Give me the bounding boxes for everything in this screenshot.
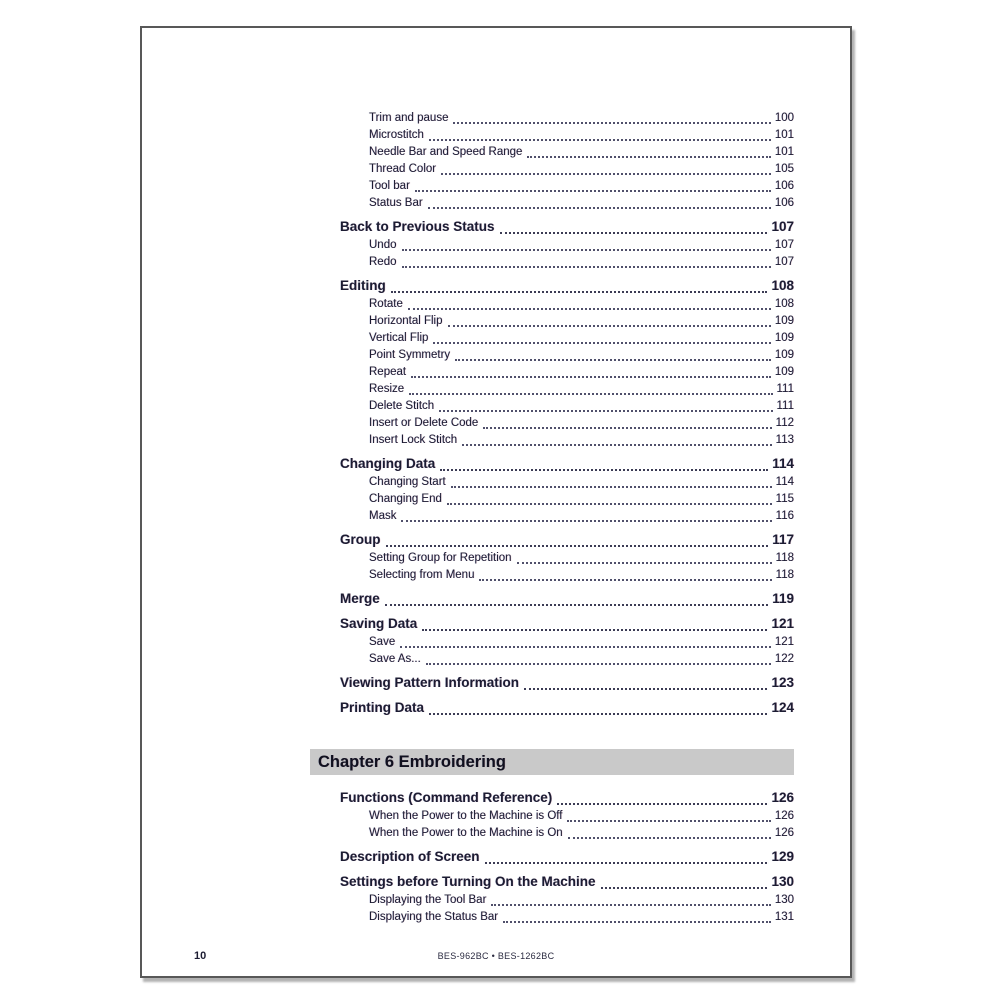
dot-leader: [568, 837, 771, 839]
toc-entry-label: Settings before Turning On the Machine: [340, 874, 596, 889]
toc-entry-page-number: 123: [771, 675, 794, 690]
dot-leader: [453, 122, 770, 124]
dot-leader: [567, 820, 770, 822]
toc-entry-page-number: 101: [774, 146, 794, 158]
toc-entry: [310, 398, 794, 415]
footer-page-number: 10: [194, 950, 207, 962]
toc-entry-label: Point Symmetry: [369, 349, 451, 361]
toc-entry-page-number: 113: [775, 434, 794, 446]
toc-entry-page-number: 122: [774, 653, 794, 665]
toc-entry: [310, 589, 794, 609]
dot-leader: [408, 308, 771, 310]
toc-entry-label: Insert Lock Stitch: [369, 434, 458, 446]
manual-page: [140, 26, 852, 978]
dot-leader: [386, 545, 769, 547]
toc-entry-page-number: 119: [772, 591, 794, 606]
toc-entry: [310, 313, 794, 330]
toc-entry: [310, 276, 794, 296]
toc-entry-page-number: 111: [776, 383, 794, 395]
toc-entry-page-number: 121: [771, 616, 794, 631]
toc-entry: [310, 127, 794, 144]
toc-entry-label: Redo: [369, 256, 397, 268]
toc-entry-label: Displaying the Tool Bar: [369, 894, 487, 906]
toc-entry-page-number: 121: [774, 636, 794, 648]
toc-entry: [310, 415, 794, 432]
toc-entry-page-number: 118: [775, 552, 794, 564]
dot-leader: [428, 207, 771, 209]
toc-entry-label: Save As...: [369, 653, 421, 665]
toc-entry: [310, 550, 794, 567]
toc-entry-label: Group: [340, 532, 381, 547]
dot-leader: [503, 921, 771, 923]
toc-entry: [310, 909, 794, 926]
toc-entry-label: Selecting from Menu: [369, 569, 475, 581]
toc-entry-label: Merge: [340, 591, 380, 606]
toc-entry-page-number: 126: [774, 810, 794, 822]
toc-entry-page-number: 130: [774, 894, 794, 906]
dot-leader: [415, 190, 771, 192]
toc-entry: [310, 432, 794, 449]
dot-leader: [402, 266, 771, 268]
toc-entry-label: Microstitch: [369, 129, 424, 141]
toc-entry-label: Saving Data: [340, 616, 418, 631]
toc-entry-label: Changing End: [369, 493, 442, 505]
toc-entry: [310, 195, 794, 212]
toc-entry-page-number: 101: [774, 129, 794, 141]
toc-entry-label: Horizontal Flip: [369, 315, 443, 327]
toc-entry-label: When the Power to the Machine is On: [369, 827, 563, 839]
dot-leader: [517, 562, 772, 564]
dot-leader: [601, 887, 768, 889]
dot-leader: [485, 862, 768, 864]
toc-entry-label: Save: [369, 636, 396, 648]
toc-entry-page-number: 106: [774, 197, 794, 209]
toc-entry-label: Viewing Pattern Information: [340, 675, 520, 690]
toc-entry-page-number: 129: [771, 849, 794, 864]
toc-entry-label: Displaying the Status Bar: [369, 911, 499, 923]
toc-entry: [310, 254, 794, 271]
dot-leader: [500, 232, 768, 234]
dot-leader: [385, 604, 768, 606]
toc-entry-page-number: 108: [771, 278, 794, 293]
dot-leader: [401, 520, 771, 522]
toc-entry-label: Mask: [369, 510, 397, 522]
toc-entry-label: Rotate: [369, 298, 403, 310]
dot-leader: [524, 688, 767, 690]
toc-entry-label: Repeat: [369, 366, 407, 378]
dot-leader: [462, 444, 771, 446]
toc-entry-page-number: 112: [775, 417, 794, 429]
toc-entry-label: Undo: [369, 239, 397, 251]
toc-entry-label: Status Bar: [369, 197, 423, 209]
toc-entry-page-number: 108: [774, 298, 794, 310]
toc-entry-label: Back to Previous Status: [340, 219, 495, 234]
toc-list: [310, 110, 794, 926]
dot-leader: [409, 393, 772, 395]
toc-entry: [310, 178, 794, 195]
dot-leader: [557, 803, 767, 805]
toc-entry: [310, 110, 794, 127]
dot-leader: [479, 579, 771, 581]
dot-leader: [402, 249, 771, 251]
toc-entry-label: Tool bar: [369, 180, 410, 192]
toc-entry: [310, 491, 794, 508]
toc-entry-label: Description of Screen: [340, 849, 480, 864]
toc-entry-label: Thread Color: [369, 163, 437, 175]
toc-entry-label: When the Power to the Machine is Off: [369, 810, 563, 822]
dot-leader: [448, 325, 771, 327]
toc-entry: [310, 296, 794, 313]
toc-entry: [310, 892, 794, 909]
toc-entry-page-number: 109: [774, 366, 794, 378]
toc-entry: [310, 698, 794, 718]
toc-entry-label: Delete Stitch: [369, 400, 435, 412]
toc-entry: [310, 161, 794, 178]
toc-entry-page-number: 117: [772, 532, 794, 547]
toc-entry-label: Insert or Delete Code: [369, 417, 479, 429]
chapter-header: Chapter 6 Embroidering: [310, 749, 794, 775]
toc-entry-label: Functions (Command Reference): [340, 790, 553, 805]
dot-leader: [455, 359, 771, 361]
toc-entry-page-number: 109: [774, 332, 794, 344]
dot-leader: [391, 291, 768, 293]
dot-leader: [422, 629, 767, 631]
toc-entry-page-number: 130: [771, 874, 794, 889]
dot-leader: [441, 173, 771, 175]
dot-leader: [400, 646, 771, 648]
toc-entry-label: Trim and pause: [369, 112, 449, 124]
toc-entry-label: Resize: [369, 383, 405, 395]
toc-entry-page-number: 124: [771, 700, 794, 715]
toc-entry-page-number: 115: [775, 493, 794, 505]
toc-entry-label: Printing Data: [340, 700, 425, 715]
toc-entry-page-number: 126: [774, 827, 794, 839]
toc-entry-page-number: 126: [771, 790, 794, 805]
toc-entry-label: Setting Group for Repetition: [369, 552, 512, 564]
dot-leader: [411, 376, 771, 378]
toc-entry: [310, 567, 794, 584]
toc-entry: [310, 508, 794, 525]
toc-entry-page-number: 111: [776, 400, 794, 412]
toc-entry: [310, 872, 794, 892]
toc-entry-label: Editing: [340, 278, 386, 293]
toc-entry-label: Changing Data: [340, 456, 436, 471]
toc-entry: [310, 847, 794, 867]
toc-entry: [310, 474, 794, 491]
toc-entry: [310, 808, 794, 825]
toc-entry-page-number: 107: [774, 256, 794, 268]
dot-leader: [451, 486, 772, 488]
toc-entry: [310, 237, 794, 254]
toc-entry: [310, 330, 794, 347]
dot-leader: [439, 410, 772, 412]
toc-entry-label: Changing Start: [369, 476, 446, 488]
toc-entry-page-number: 109: [774, 349, 794, 361]
toc-entry: [310, 634, 794, 651]
dot-leader: [429, 139, 771, 141]
dot-leader: [426, 663, 771, 665]
toc-entry: [310, 217, 794, 237]
toc-entry-page-number: 118: [775, 569, 794, 581]
toc-entry: [310, 381, 794, 398]
toc-entry-page-number: 109: [774, 315, 794, 327]
toc-entry: [310, 364, 794, 381]
toc-entry: [310, 454, 794, 474]
toc-entry-page-number: 114: [772, 456, 794, 471]
toc-entry-page-number: 100: [774, 112, 794, 124]
toc-entry-label: Vertical Flip: [369, 332, 429, 344]
toc-entry: [310, 825, 794, 842]
toc-entry-page-number: 114: [775, 476, 794, 488]
dot-leader: [483, 427, 771, 429]
toc-entry: [310, 788, 794, 808]
dot-leader: [440, 469, 768, 471]
toc-entry-page-number: 116: [775, 510, 794, 522]
footer-model-numbers: BES-962BC • BES-1262BC: [437, 951, 555, 961]
toc-entry-page-number: 106: [774, 180, 794, 192]
toc-entry: [310, 144, 794, 161]
dot-leader: [491, 904, 770, 906]
toc-entry: [310, 347, 794, 364]
toc-entry: [310, 530, 794, 550]
dot-leader: [447, 503, 772, 505]
toc-entry: [310, 614, 794, 634]
toc-entry-label: Needle Bar and Speed Range: [369, 146, 523, 158]
dot-leader: [527, 156, 770, 158]
toc-entry-page-number: 105: [774, 163, 794, 175]
dot-leader: [433, 342, 770, 344]
toc-entry-page-number: 131: [774, 911, 794, 923]
toc-entry: [310, 651, 794, 668]
dot-leader: [429, 713, 767, 715]
toc-entry-page-number: 107: [774, 239, 794, 251]
toc-entry-page-number: 107: [771, 219, 794, 234]
toc-entry: [310, 673, 794, 693]
